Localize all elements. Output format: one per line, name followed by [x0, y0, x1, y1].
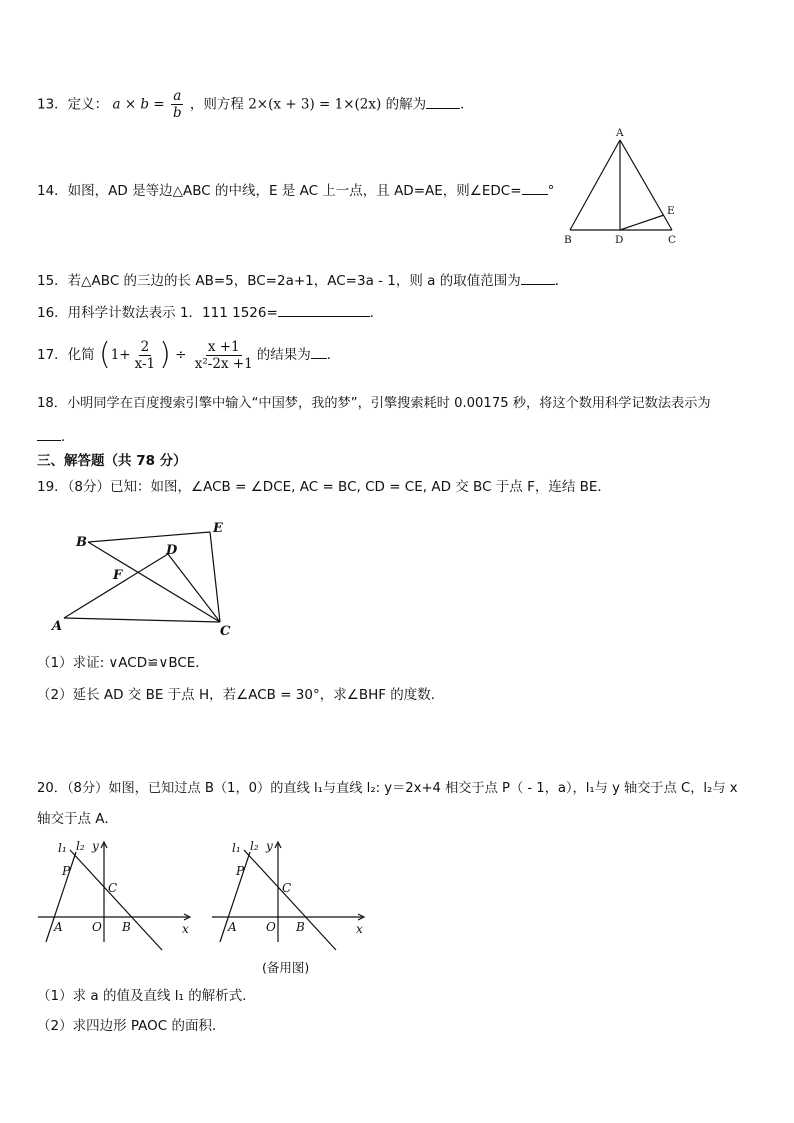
q19-label-d: D	[166, 543, 178, 558]
q19-segment-be	[88, 532, 210, 542]
q20-part2: （2）求四边形 PAOC 的面积．	[37, 1018, 226, 1034]
q19-label-e: E	[213, 521, 223, 536]
q15	[37, 270, 568, 291]
q13-equation: 2×(x + 3) = 1×(2x)	[248, 96, 382, 113]
q20-label-l2: l₂	[76, 839, 85, 853]
q20b-label-l2: l₂	[250, 839, 259, 853]
q19-segment-dc	[168, 554, 220, 622]
q14-side-ac	[620, 140, 672, 230]
q20-label-o: O	[92, 920, 102, 934]
q14-label-a: A	[616, 127, 624, 139]
q19-part2: （2）延长 AD 交 BE 于点 H，若∠ACB = 30°，求∠BHF 的度数．	[37, 687, 445, 703]
q15-answer-blank	[521, 270, 555, 285]
q16-answer-blank	[278, 302, 370, 317]
q17-answer-blank	[311, 344, 327, 359]
q13-tail: 的解为	[385, 96, 427, 113]
q14-label-c: C	[668, 234, 677, 246]
q15-text: 15．若△ABC 的三边的长 AB=5，BC=2a+1，AC=3a - 1，则 a 的取值范围为	[37, 273, 521, 289]
q14-label-b: B	[564, 234, 572, 246]
q16-text: 16．用科学计数法表示 1．111 1526=	[37, 305, 278, 321]
q13-definition-lhs: a × b =	[112, 96, 165, 113]
q15-end: ．	[554, 273, 569, 289]
q19-part1: （1）求证: ∨ACD≌∨BCE．	[37, 655, 209, 671]
q20-part1: （1）求 a 的值及直线 l₁ 的解析式．	[37, 988, 256, 1004]
q14-label-d: D	[615, 234, 624, 246]
q17-number: 17．化简	[37, 347, 95, 363]
q20b-label-b: B	[296, 920, 305, 934]
q14-end: °	[547, 183, 555, 199]
q20b-label-c: C	[282, 881, 292, 895]
q17-fraction-2	[193, 339, 255, 372]
q14-side-ab	[570, 140, 620, 230]
q17-tail: 的结果为	[256, 347, 311, 363]
q17-one-plus: 1+	[110, 347, 131, 363]
q13-end: ．	[460, 96, 474, 113]
q13-mid-text: ，则方程	[189, 96, 244, 113]
q13-answer-blank	[426, 94, 460, 109]
q20-label-b: B	[122, 920, 131, 934]
q16	[37, 302, 383, 323]
q17-left-paren: (	[98, 337, 111, 372]
q17-fraction-1	[133, 339, 158, 372]
q17-f1-num: 2	[140, 338, 150, 355]
q13-number: 13．定义：	[37, 96, 109, 113]
q19-segment-ac	[64, 618, 220, 622]
q17-f2-num: x +1	[207, 338, 240, 355]
q13-frac-num: a	[173, 88, 182, 104]
q19-segment-bc	[88, 542, 220, 622]
q19-label-f: F	[113, 568, 123, 583]
q17-f2-den: x²-2x +1	[194, 355, 253, 372]
q19-figure	[50, 518, 250, 638]
q18-answer-blank	[37, 426, 61, 441]
q20-backup-caption: (备用图)	[262, 960, 310, 975]
q19-label-b: B	[76, 535, 87, 550]
q14	[37, 180, 554, 201]
q17-end: ．	[326, 347, 341, 363]
q14-text: 14．如图，AD 是等边△ABC 的中线，E 是 AC 上一点，且 AD=AE，则∠EDC=	[37, 183, 522, 199]
q20-line-l1	[70, 850, 162, 950]
q13	[37, 88, 474, 121]
q17	[37, 336, 340, 374]
q20-label-c: C	[108, 881, 118, 895]
q18	[37, 394, 711, 414]
q20b-label-l1: l₁	[232, 841, 241, 855]
q20-label-y: y	[92, 839, 99, 853]
q19-label-a: A	[52, 619, 63, 634]
q20-label-x: x	[182, 922, 189, 936]
q20b-label-y: y	[266, 839, 273, 853]
q18-answer-line	[37, 426, 75, 447]
q20b-label-x: x	[356, 922, 363, 936]
q17-f1-den: x-1	[134, 355, 156, 372]
q14-segment-de	[620, 215, 664, 230]
q14-label-e: E	[667, 205, 675, 217]
q13-fraction	[171, 88, 184, 121]
section-title: 三、解答题（共 78 分）	[37, 453, 187, 469]
q17-right-paren: )	[159, 337, 171, 372]
q20b-label-o: O	[266, 920, 276, 934]
q20-figure-main	[36, 838, 206, 948]
q18-text: 18．小明同学在百度搜索引擎中输入“中国梦，我的梦”，引擎搜索耗时 0.00175 秒，将这个数用科学记数法表示为	[37, 396, 711, 411]
q20-label-p: P	[62, 864, 71, 878]
q20-label-a: A	[54, 920, 63, 934]
q16-end: ．	[369, 305, 384, 321]
q20-stem-line1: 20．（8分）如图，已知过点 B（1，0）的直线 l₁与直线 l₂: y＝2x+4 相交于点 P（ - 1，a），l₁与 y 轴交于点 C，l₂与 x	[37, 781, 738, 796]
q20b-line-l1	[244, 850, 336, 950]
q18-end: ．	[61, 429, 75, 445]
q19-stem: 19．（8分）已知：如图，∠ACB = ∠DCE, AC = BC, CD = CE, AD 交 BC 于点 F，连结 BE．	[37, 479, 611, 495]
q20-stem-line2: 轴交于点 A．	[37, 811, 119, 827]
q20b-label-a: A	[228, 920, 237, 934]
q14-answer-blank	[522, 180, 548, 195]
q17-divide: ÷	[175, 347, 187, 363]
q19-segment-ec	[210, 532, 220, 622]
q20-figure-backup	[210, 838, 380, 948]
q13-frac-den: b	[172, 105, 182, 121]
q19-label-c: C	[220, 624, 231, 639]
q20b-label-p: P	[236, 864, 245, 878]
q14-figure	[560, 126, 690, 246]
q20-label-l1: l₁	[58, 841, 67, 855]
q19-segment-ad	[64, 554, 168, 618]
